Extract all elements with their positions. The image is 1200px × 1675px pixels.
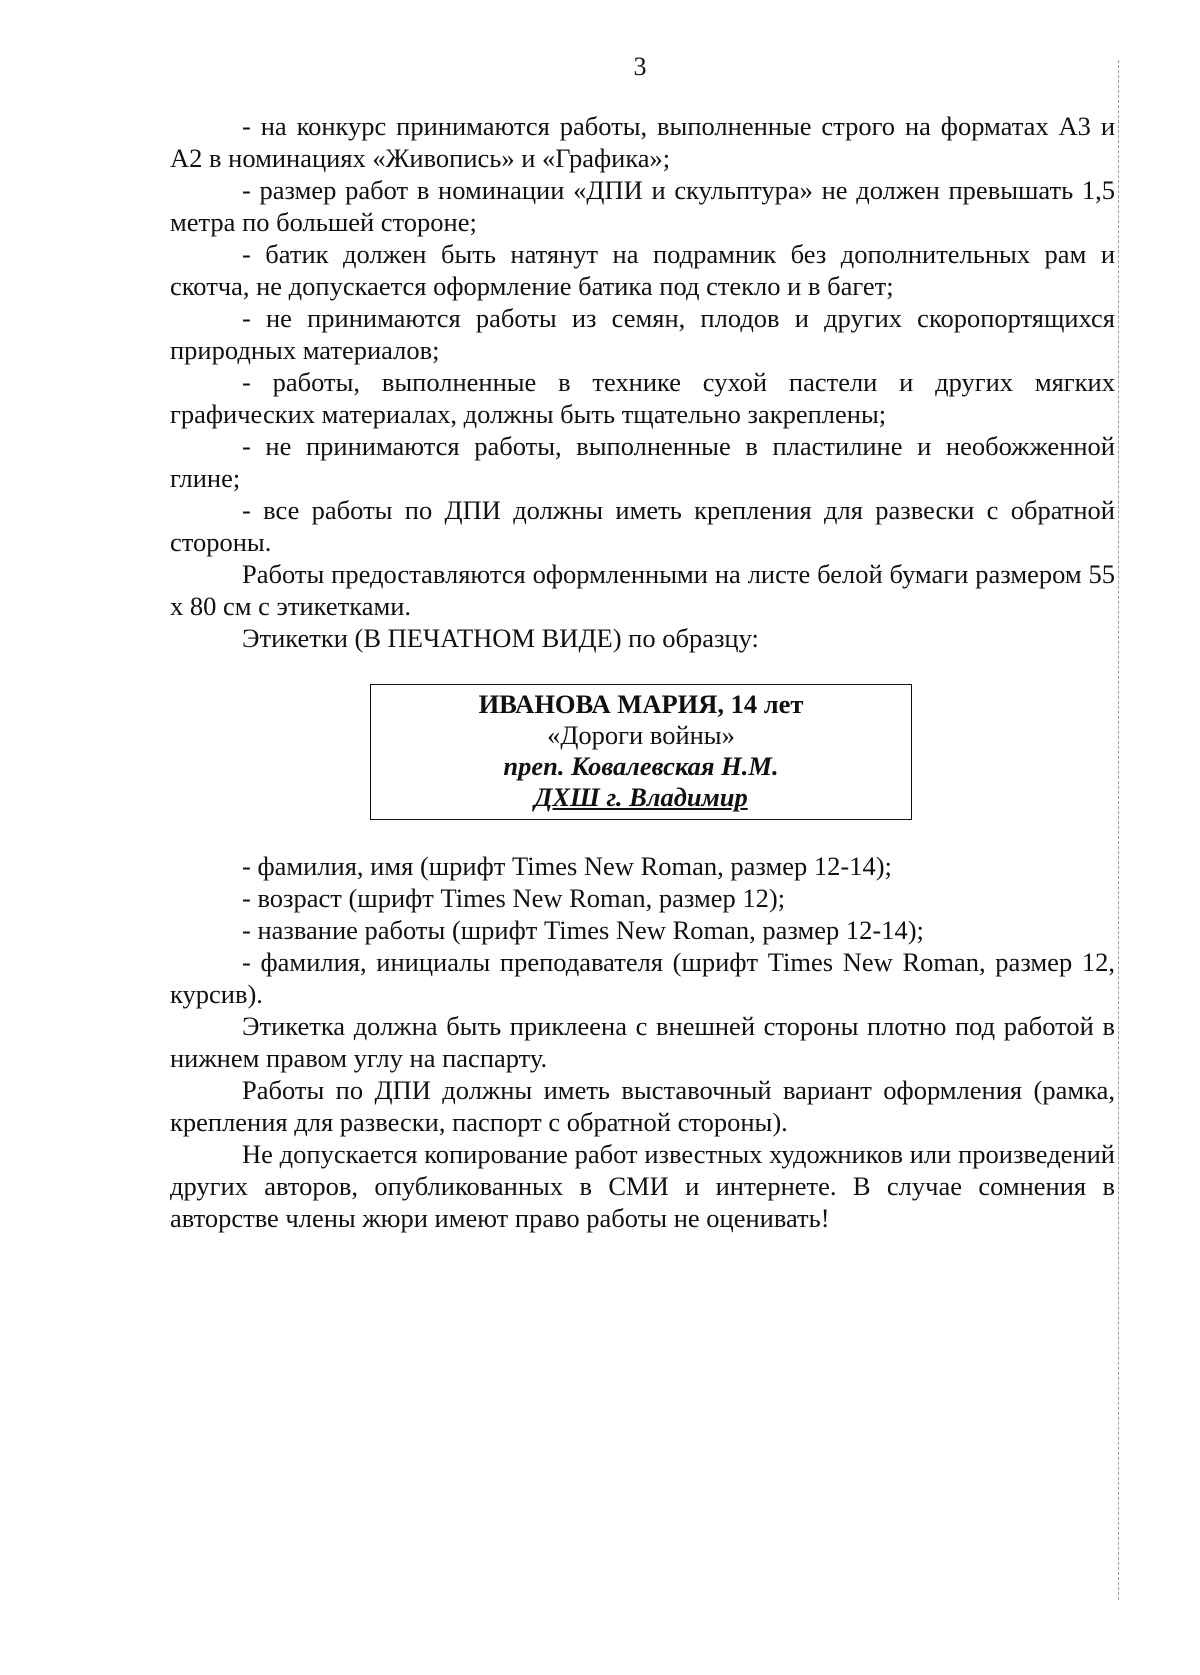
document-body — [170, 110, 1115, 1234]
scan-edge-line — [1118, 60, 1119, 1600]
rule-formats: - на конкурс принимаются работы, выполненные строго на форматах А3 и А2 в номинациях «Живопись» и «Графика»; — [170, 111, 1115, 173]
label-school: ДХШ г. Владимир — [534, 782, 748, 812]
paragraph-label-placement: Этикетка должна быть приклеена с внешней стороны плотно под работой в нижнем правом углу на паспарту. — [170, 1011, 1115, 1073]
label-title: «Дороги войны» — [547, 720, 735, 750]
sample-label-box — [370, 684, 912, 820]
label-teacher: преп. Ковалевская Н.М. — [503, 751, 779, 781]
page-number: 3 — [633, 52, 647, 81]
paragraph-labels-intro: Этикетки (В ПЕЧАТНОМ ВИДЕ) по образцу: — [242, 623, 759, 653]
label-name: ИВАНОВА МАРИЯ, 14 лет — [478, 689, 804, 719]
paragraph-copying: Не допускается копирование работ известных художников или произведений других авторов, опубликованных в СМИ и интернете. В случае сомнения в авторстве члены жюри имеют право работы не оценивать! — [170, 1139, 1115, 1233]
req-title: - название работы (шрифт Times New Roman, размер 12-14); — [242, 915, 924, 945]
paragraph-presentation: Работы предоставляются оформленными на листе белой бумаги размером 55 х 80 см с этикетками. — [170, 559, 1115, 621]
req-age: - возраст (шрифт Times New Roman, размер 12); — [242, 883, 786, 913]
rule-pastel: - работы, выполненные в технике сухой пастели и других мягких графических материалах, должны быть тщательно закреплены; — [170, 367, 1115, 429]
rule-mounting: - все работы по ДПИ должны иметь крепления для развески с обратной стороны. — [170, 495, 1115, 557]
paragraph-dpi-exhibition: Работы по ДПИ должны иметь выставочный вариант оформления (рамка, крепления для развески, паспорт с обратной стороны). — [170, 1075, 1115, 1137]
req-name: - фамилия, имя (шрифт Times New Roman, размер 12-14); — [242, 851, 892, 881]
rule-seeds: - не принимаются работы из семян, плодов и других скоропортящихся природных материалов; — [170, 303, 1115, 365]
rule-batik: - батик должен быть натянут на подрамник без дополнительных рам и скотча, не допускается оформление батика под стекло и в багет; — [170, 239, 1115, 301]
rule-size: - размер работ в номинации «ДПИ и скульптура» не должен превышать 1,5 метра по большей стороне; — [170, 175, 1115, 237]
label-requirements — [170, 850, 1115, 1234]
req-teacher: - фамилия, инициалы преподавателя (шрифт Times New Roman, размер 12, курсив). — [170, 947, 1115, 1009]
rule-plasticine: - не принимаются работы, выполненные в пластилине и необожженной глине; — [170, 431, 1115, 493]
